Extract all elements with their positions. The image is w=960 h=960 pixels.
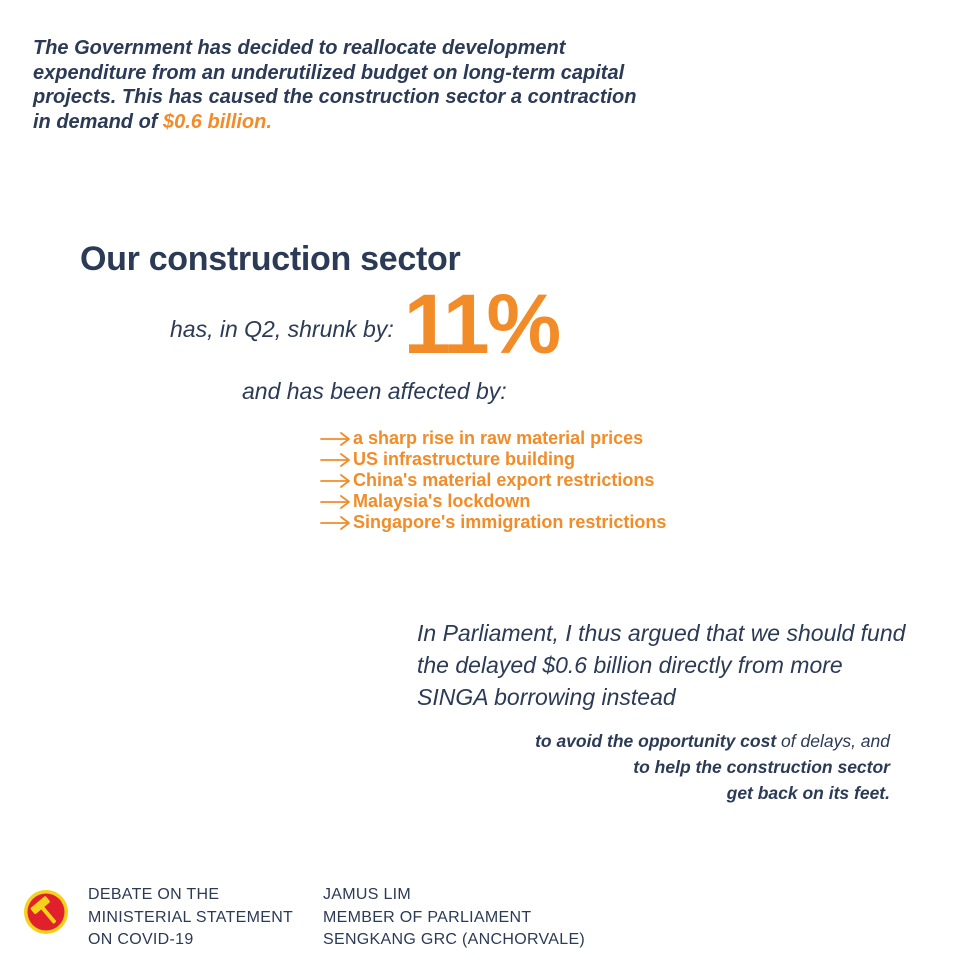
- closing-bold: to avoid the opportunity cost: [535, 731, 777, 751]
- factor-label: China's material export restrictions: [353, 470, 655, 490]
- footer-author: [323, 884, 585, 952]
- factor-item: [320, 449, 666, 470]
- arrow-right-icon: [320, 473, 352, 489]
- arrow-right-icon: [320, 431, 352, 447]
- closing-line-3-text: get back on its feet.: [726, 783, 890, 803]
- arrow-right-icon: [320, 515, 352, 531]
- intro-text: The Government has decided to reallocate development expenditure from an underutilized budget on long-term capital projects. This has caused the construction sector a contraction in demand of: [33, 37, 637, 133]
- factor-item: [320, 512, 666, 533]
- closing-rest: of delays, and: [776, 731, 890, 751]
- closing-line-2: [535, 754, 890, 780]
- footer-author-line: JAMUS LIM: [323, 886, 412, 903]
- footer-debate-line: ON COVID-19: [88, 931, 194, 948]
- affected-label: and has been affected by:: [242, 378, 507, 404]
- shrunk-row: [170, 277, 559, 371]
- factor-item: [320, 491, 666, 512]
- factor-label: a sharp rise in raw material prices: [353, 428, 644, 448]
- factor-label: US infrastructure building: [353, 449, 576, 469]
- factor-item: [320, 428, 666, 449]
- argument-paragraph: In Parliament, I thus argued that we should fund the delayed $0.6 billion directly from more SINGA borrowing instead: [417, 620, 906, 710]
- arrow-right-icon: [320, 452, 352, 468]
- footer-author-line: SENGKANG GRC (ANCHORVALE): [323, 931, 586, 948]
- factor-label: Malaysia's lockdown: [353, 491, 531, 511]
- closing-statement: [535, 728, 890, 806]
- closing-line-2-text: to help the construction sector: [633, 757, 890, 777]
- footer-debate: [88, 884, 293, 952]
- factor-item: [320, 470, 666, 491]
- footer-author-line: MEMBER OF PARLIAMENT: [323, 908, 532, 926]
- factor-list: [320, 428, 666, 533]
- intro-paragraph: [33, 36, 653, 134]
- party-hammer-logo-icon: [23, 889, 69, 935]
- shrunk-label: has, in Q2, shrunk by:: [170, 315, 394, 342]
- closing-line-3: [535, 780, 890, 806]
- section-heading: Our construction sector: [80, 240, 461, 278]
- footer-debate-line: MINISTERIAL STATEMENT: [88, 908, 294, 926]
- factor-label: Singapore's immigration restrictions: [353, 512, 667, 532]
- intro-highlight: $0.6 billion.: [163, 110, 272, 133]
- arrow-right-icon: [320, 494, 352, 510]
- closing-line-1: [535, 728, 890, 754]
- footer-debate-line: DEBATE ON THE: [88, 886, 220, 903]
- shrunk-value: 11%: [403, 277, 559, 371]
